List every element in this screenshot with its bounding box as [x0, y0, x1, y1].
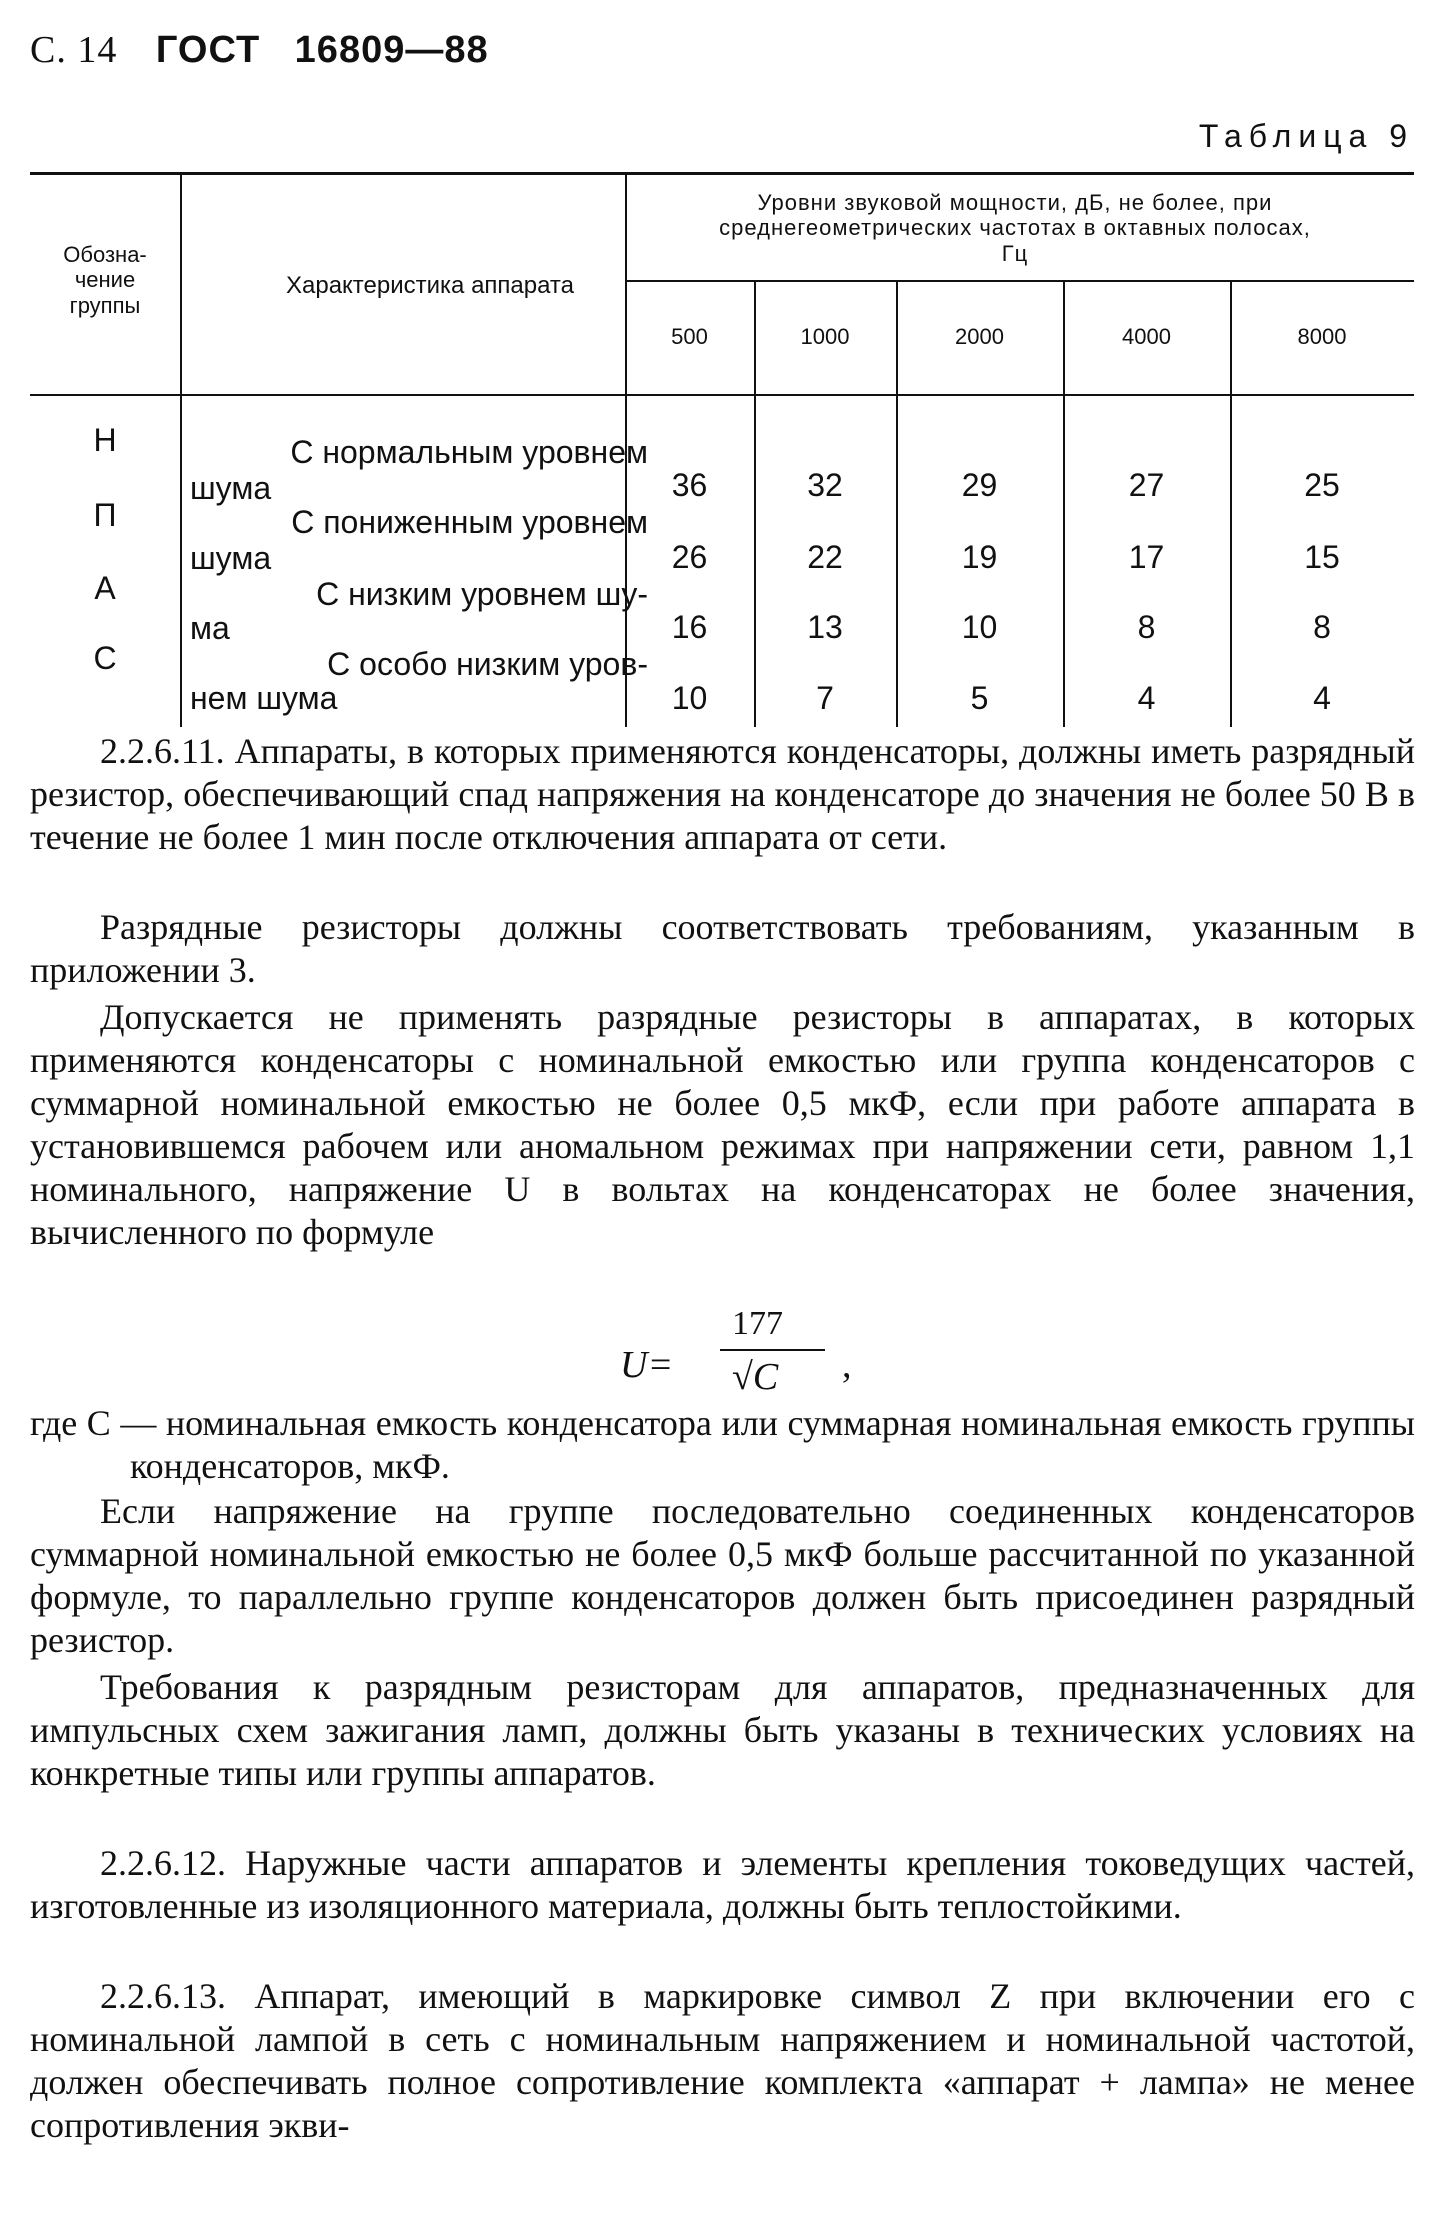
- freq-header-rule: [625, 280, 1414, 282]
- table-row-group: Н: [93, 422, 117, 458]
- fraction-bar: [720, 1349, 825, 1351]
- noise-level-table: [30, 172, 1414, 727]
- table-cell-value: 29: [961, 467, 998, 503]
- paragraph-exception: Допускается не применять разрядные резисторы в аппаратах, в которых применяются конденсаторы с номинальной емкостью или группа конденсаторов с суммарной номинальной емкостью не более 0,5 мкФ, если при работе аппарата в установившемся рабочем или аномальном режимах при напряжении сети, равном 1,1 номинального, напряжение U в вольтах на конденсаторах не более значения, вычисленного по формуле: [30, 997, 1415, 1252]
- table-cell-value: 27: [1128, 467, 1165, 503]
- voltage-formula: [620, 1305, 880, 1405]
- square-root-icon: √: [732, 1356, 753, 1398]
- freq-header: 2000: [955, 324, 1004, 349]
- formula-denominator: [732, 1355, 778, 1399]
- table-cell-value: 19: [961, 539, 998, 575]
- table-top-rule: [30, 172, 1414, 175]
- table-cell-value: 10: [961, 609, 998, 645]
- table-cell-value: 8: [1313, 609, 1331, 645]
- table-cell-value: 17: [1128, 539, 1165, 575]
- freq-header: 1000: [800, 324, 850, 349]
- table-cell-value: 4: [1137, 680, 1156, 716]
- page-number: С. 14: [30, 29, 118, 71]
- paragraph-2-2-6-11: 2.2.6.11. Аппараты, в которых применяются конденсаторы, должны иметь разрядный резистор, обеспечивающий спад напряжения на конденсаторе до значения не более 50 В в течение не более 1 мин после отключения аппарата от сети.: [30, 731, 1415, 857]
- table-cell-value: 22: [807, 539, 843, 575]
- table-cell-value: 5: [970, 680, 989, 716]
- paragraph-pulse-circuits: Требования к разрядным резисторам для аппаратов, предназначенных для импульсных схем зажигания ламп, должны быть указаны в технических условиях на конкретные типы или группы аппаратов.: [30, 1667, 1415, 1793]
- standard-number: 16809—88: [294, 29, 489, 71]
- table-row-characteristic: С нормальным уровнем: [290, 434, 648, 470]
- table-cell-value: 15: [1304, 539, 1340, 575]
- table-cell-value: 8: [1137, 609, 1156, 645]
- paragraph-series-capacitors: Если напряжение на группе последовательно соединенных конденсаторов суммарной номинальной емкостью не более 0,5 мкФ больше рассчитанной по указанной формуле, то параллельно группе конденсаторов должен быть присоединен разрядный резистор.: [30, 1491, 1415, 1660]
- table-row-characteristic: нем шума: [190, 680, 338, 716]
- table-cell-value: 4: [1313, 680, 1331, 716]
- table-row-characteristic: шума: [190, 540, 272, 576]
- formula-numerator: 177: [732, 1305, 783, 1342]
- paragraph-where-c: где C — номинальная емкость конденсатора или суммарная номинальная емкость группы конденсаторов, мкФ.: [30, 1403, 1415, 1486]
- formula-denominator-var: C: [752, 1356, 779, 1398]
- header-sound-power-levels: Уровни звуковой мощности, дБ, не более, при среднегеометрических частотах в октавных полосах, Гц: [719, 190, 1311, 266]
- table-cell-value: 25: [1304, 467, 1340, 503]
- freq-header: 4000: [1122, 324, 1171, 349]
- header-group-designation: Обозна- чение группы: [63, 242, 147, 318]
- formula-comma: ,: [842, 1344, 852, 1386]
- table-cell-value: 7: [816, 680, 834, 716]
- table-row-group: С: [93, 640, 117, 676]
- table-row-characteristic: ма: [190, 610, 230, 646]
- table-caption: Таблица 9: [1198, 118, 1414, 154]
- header-characteristic: Характеристика аппарата: [285, 272, 574, 299]
- table-row-group: П: [93, 497, 117, 533]
- freq-header: 8000: [1297, 324, 1347, 349]
- table-cell-value: 16: [671, 609, 708, 645]
- freq-header: 500: [671, 324, 708, 349]
- paragraph-2-2-6-13: 2.2.6.13. Аппарат, имеющий в маркировке символ Z при включении его с номинальной лампой в сеть с номинальным напряжением и номинальной частотой, должен обеспечивать полное сопротивление комплекта «аппарат + лампа» не менее сопротивления экви-: [30, 1976, 1415, 2145]
- col-divider: [180, 172, 182, 727]
- table-row-characteristic: С пониженным уровнем: [291, 504, 648, 540]
- paragraph-2-2-6-12: 2.2.6.12. Наружные части аппаратов и элементы крепления токоведущих частей, изготовленные из изоляционного материала, должны быть теплостойкими.: [30, 1843, 1415, 1926]
- table-row-characteristic: шума: [190, 470, 272, 506]
- table-cell-value: 13: [807, 609, 843, 645]
- paragraph-discharge-resistors: Разрядные резисторы должны соответствовать требованиям, указанным в приложении 3.: [30, 907, 1415, 990]
- table-row-characteristic: С низким уровнем шу-: [316, 576, 648, 612]
- formula-lhs: U=: [620, 1344, 674, 1386]
- table-cell-value: 26: [671, 539, 708, 575]
- table-header-rule: [30, 394, 1414, 396]
- table-cell-value: 36: [671, 467, 708, 503]
- standard-label: ГОСТ: [155, 29, 261, 71]
- table-row-characteristic: С особо низким уров-: [327, 646, 648, 682]
- table-row-group: А: [94, 570, 116, 606]
- page-header: [30, 28, 489, 72]
- table-cell-value: 10: [671, 680, 708, 716]
- table-cell-value: 32: [807, 467, 843, 503]
